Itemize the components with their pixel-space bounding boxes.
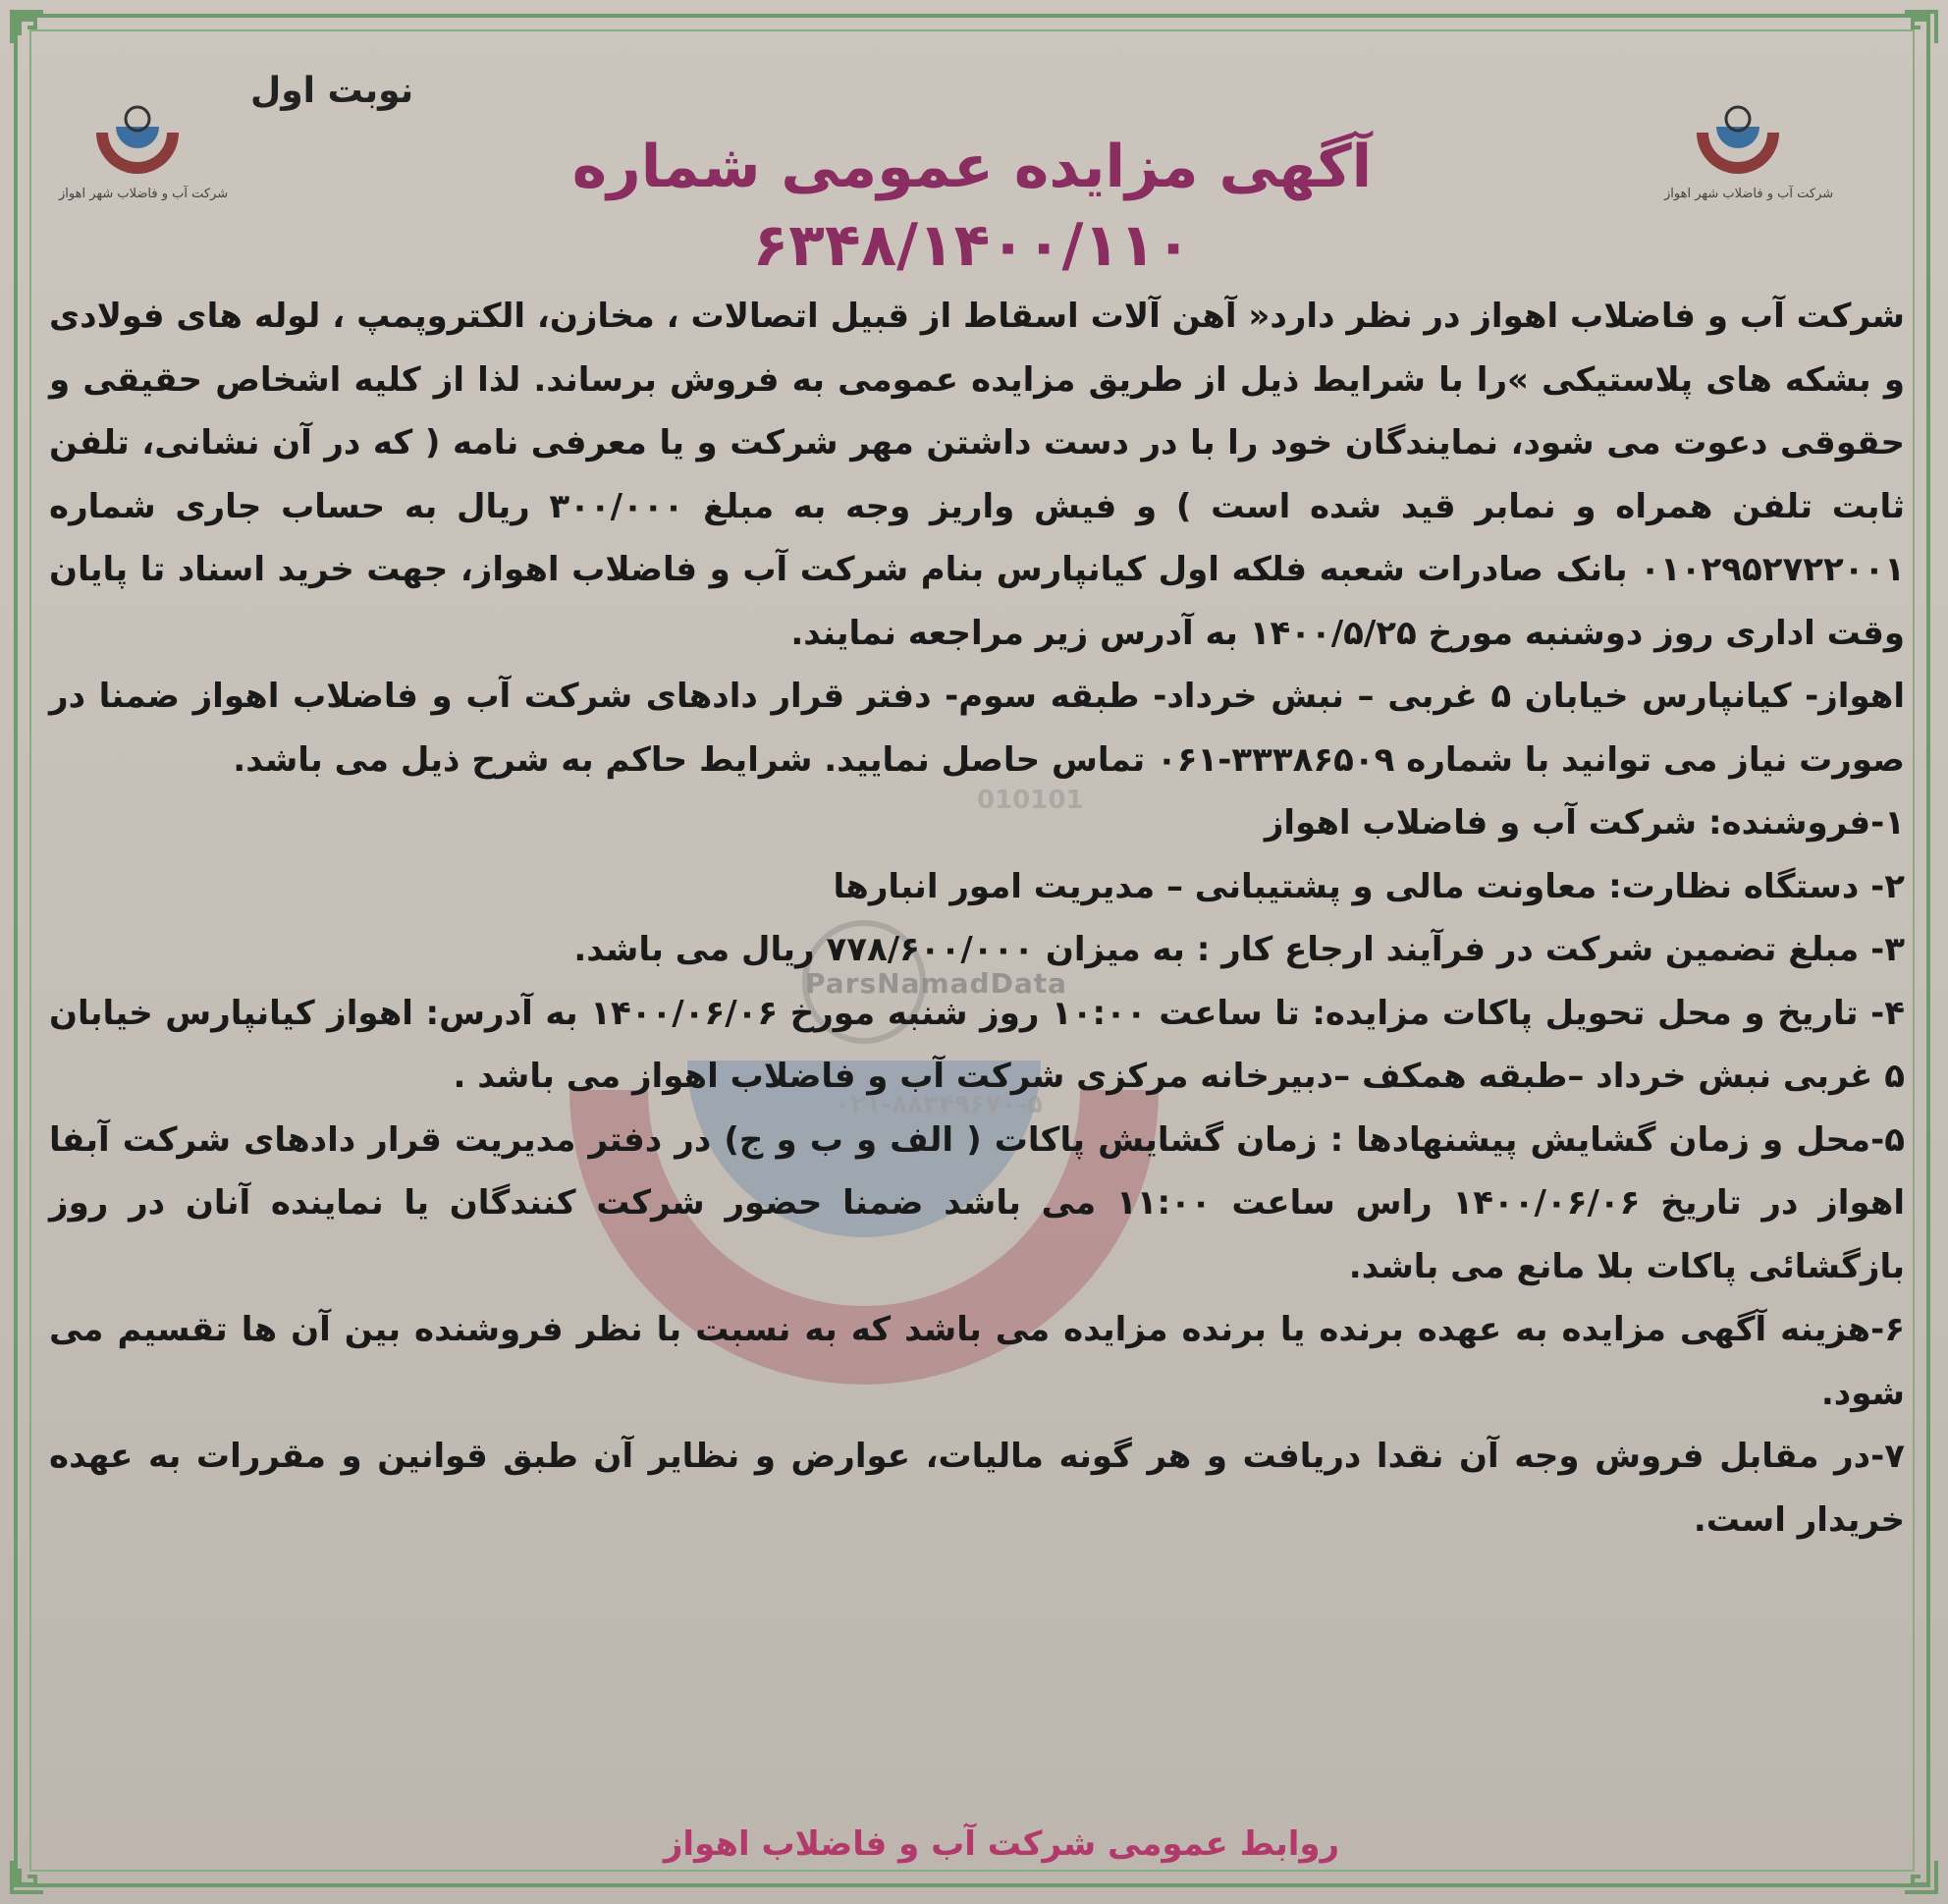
corner-ornament-icon [8,8,47,47]
watermark-brand: ParsNamadData [805,967,1067,1000]
condition-item: ۴- تاریخ و محل تحویل پاکات مزایده: تا ساعت ۱۰:۰۰ روز شنبه مورخ ۱۴۰۰/۰۶/۰۶ به آدرس: اهواز کیانپارس خیابان ۵ غربی نبش خرداد –طبقه همکف –دبیرخانه مرکزی شرکت آب و فاضلاب اهواز می باشد . [49,993,1905,1096]
company-logo-icon [1689,93,1787,182]
corner-ornament-icon [1901,1857,1940,1896]
announcement-round: نوبت اول [250,71,414,111]
intro-paragraph: شرکت آب و فاضلاب اهواز در نظر دارد« آهن آلات اسقاط از قبیل اتصالات ، مخازن، الکتروپمپ ، لوله های فولادی و بشکه های پلاستیکی »را با شرایط ذیل از طریق مزایده عمومی به فروش برساند. لذا از کلیه اشخاص حقیقی و حقوقی دعوت می شود، نمایندگان خود را با در دست داشتن مهر شرکت و یا معرفی نامه ( که در آن نشانی، تلفن ثابت تلفن همراه و نمابر قید شده است ) و فیش واریز وجه به مبلغ ۳۰۰/۰۰۰ ریال به حساب جاری شماره ۰۱۰۲۹۵۲۷۲۲۰۰۱ بانک صادرات شعبه فلکه اول کیانپارس بنام شرکت آب و فاضلاب اهواز، جهت خرید اسناد تا پایان وقت اداری روز دوشنبه مورخ ۱۴۰۰/۵/۲۵ به آدرس زیر مراجعه نمایند. [49,297,1905,653]
condition-item: ۶-هزینه آگهی مزایده به عهده برنده یا برنده مزایده می باشد که به نسبت با نظر فروشنده بین آن ها تقسیم می شود. [49,1310,1905,1413]
condition-item: ۳- مبلغ تضمین شرکت در فرآیند ارجاع کار : به میزان ۷۷۸/۶۰۰/۰۰۰ ریال می باشد. [573,930,1905,969]
address-paragraph: اهواز- کیانپارس خیابان ۵ غربی – نبش خرداد- طبقه سوم- دفتر قرار دادهای شرکت آب و فاضلاب اهواز ضمنا در صورت نیاز می توانید با شماره ۳۳۳۸۶۵۰۹-۰۶۱ تماس حاصل نمایید. شرایط حاکم به شرح ذیل می باشد. [49,677,1906,780]
announcement-body [49,285,1905,1551]
logo-caption: شرکت آب و فاضلاب شهر اهواز [59,187,229,201]
watermark-phone: ۰۲۱-۸۸۳۴۹۶۷۰-۵ [835,1090,1044,1119]
logo-caption: شرکت آب و فاضلاب شهر اهواز [1664,187,1834,201]
corner-ornament-icon [1901,8,1940,47]
watermark-code: 010101 [977,786,1084,815]
footer-signature: روابط عمومی شرکت آب و فاضلاب اهواز [663,1824,1340,1864]
company-logo-icon [88,93,187,182]
condition-item: ۵-محل و زمان گشایش پیشنهادها : زمان گشایش پاکات ( الف و ب و ج) در دفتر مدیریت قرار دادهای شرکت آبفا اهواز در تاریخ ۱۴۰۰/۰۶/۰۶ راس ساعت ۱۱:۰۰ می باشد ضمنا حضور شرکت کنندگان یا نماینده آنان در روز بازگشائی پاکات بلا مانع می باشد. [49,1119,1905,1286]
condition-item: ۱-فروشنده: شرکت آب و فاضلاب اهواز [1264,803,1905,843]
condition-item: ۷-در مقابل فروش وجه آن نقدا دریافت و هر گونه مالیات، عوارض و نظایر آن طبق قوانین و مقررات به عهده خریدار است. [49,1437,1905,1540]
corner-ornament-icon [8,1857,47,1896]
condition-item: ۲- دستگاه نظارت: معاونت مالی و پشتیبانی – مدیریت امور انبارها [833,866,1905,906]
page-title: آگهی مزایده عمومی شماره ۶۳۴۸/۱۴۰۰/۱۱۰ [571,133,1373,280]
